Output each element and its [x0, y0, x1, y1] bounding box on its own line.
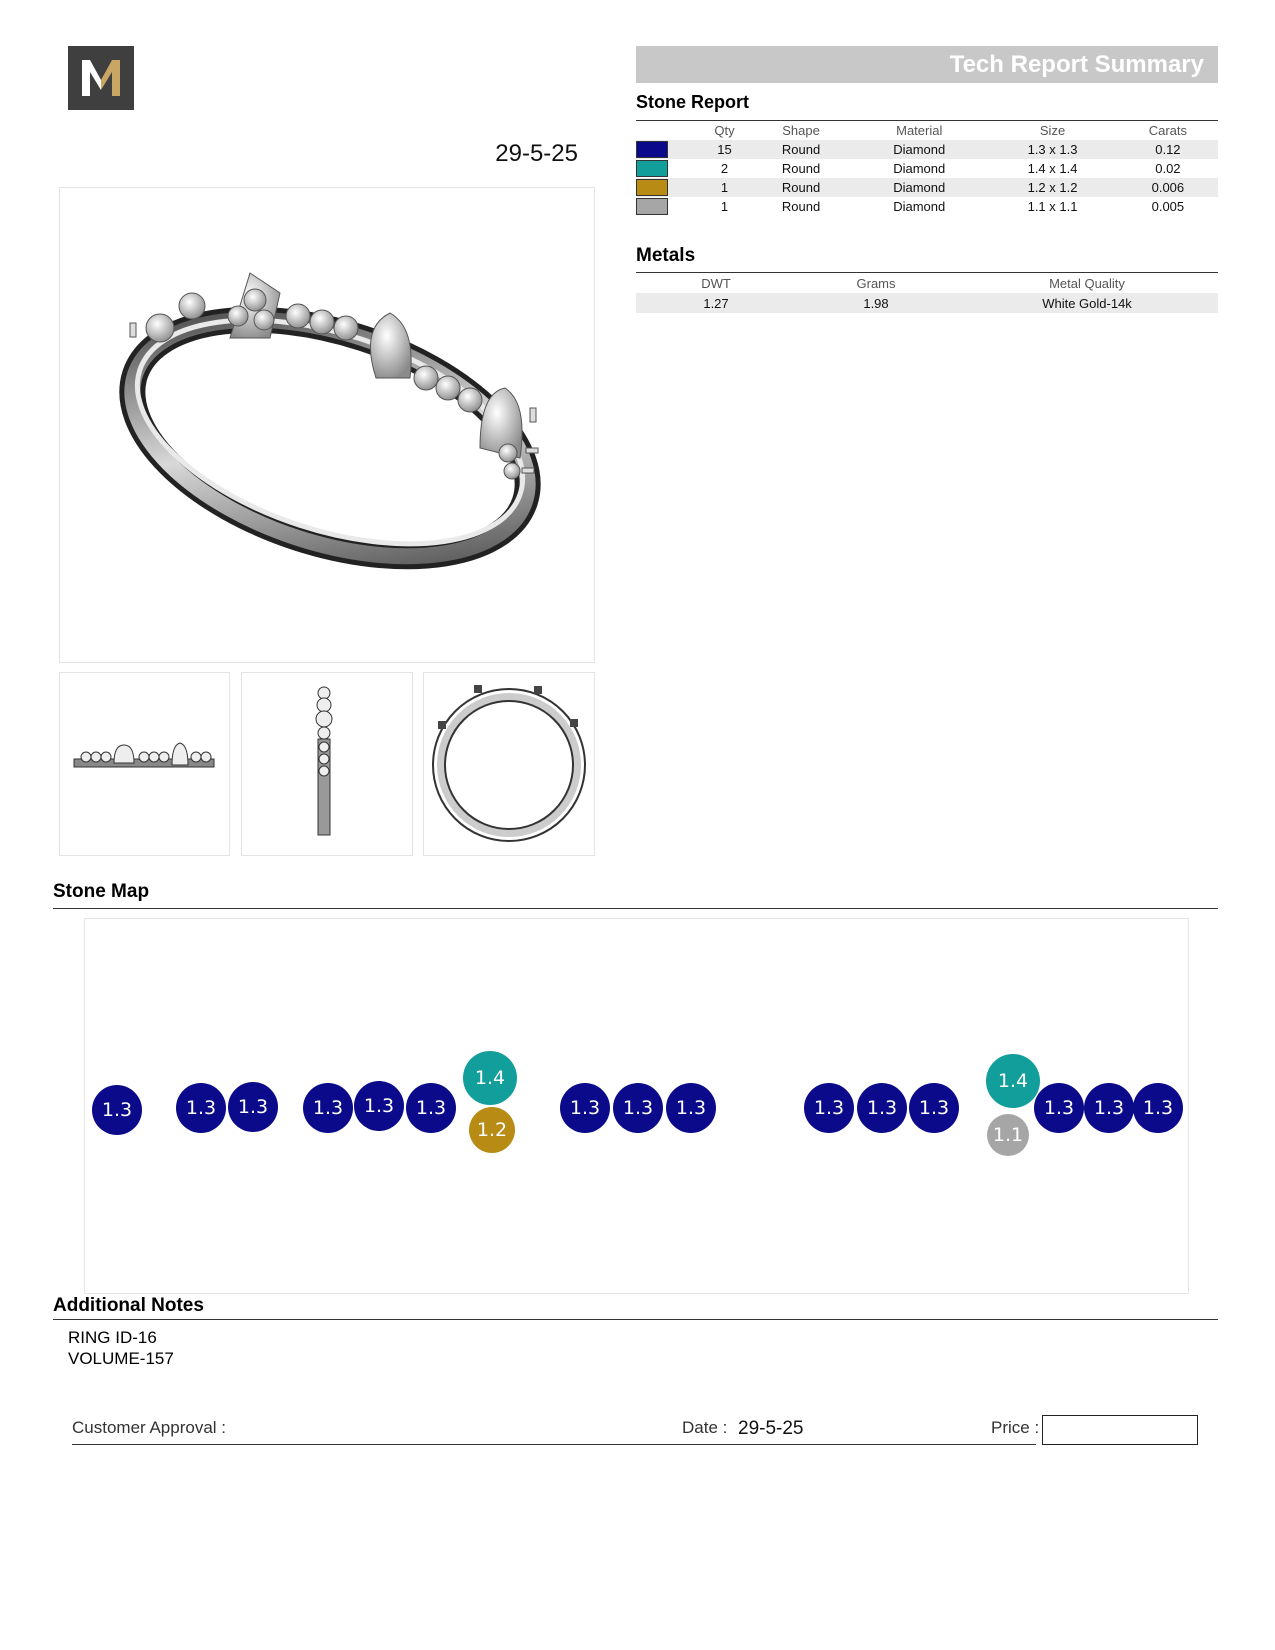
stone-size-label: 1.3 [101, 1099, 133, 1121]
stone-size-label: 1.3 [813, 1097, 845, 1119]
column-header-shape: Shape [782, 123, 820, 138]
dwt-cell: 1.27 [636, 293, 796, 313]
stone-map-panel [84, 918, 1189, 1294]
stone-marker [986, 1054, 1040, 1108]
stone-marker [909, 1083, 959, 1133]
qty-cell: 15 [717, 142, 732, 157]
column-header-size: Size [1039, 123, 1066, 138]
stone-size-label: 1.1 [992, 1124, 1024, 1146]
material-cell: Diamond [893, 142, 946, 157]
stone-marker [303, 1083, 353, 1133]
metals-table [636, 272, 1218, 313]
carats-cell: 0.12 [1155, 142, 1181, 157]
stone-marker [1133, 1083, 1183, 1133]
stone-marker [666, 1083, 716, 1133]
stone-size-label: 1.2 [476, 1119, 508, 1141]
ring-front-view [59, 672, 230, 856]
carats-cell: 0.02 [1155, 161, 1181, 176]
metals-heading: Metals [636, 245, 696, 266]
customer-approval-label: Customer Approval : [72, 1418, 227, 1437]
stone-size-label: 1.3 [1142, 1097, 1174, 1119]
stone-size-label: 1.4 [474, 1067, 506, 1089]
color-swatch [636, 179, 668, 196]
color-swatch-cell [636, 140, 698, 159]
stone-size-label: 1.3 [415, 1097, 447, 1119]
carats-cell: 0.005 [1151, 199, 1185, 214]
table-row [636, 178, 1218, 197]
size-cell: 1.4 x 1.4 [1027, 161, 1078, 176]
stone-marker [354, 1081, 404, 1131]
stone-size-label: 1.3 [237, 1096, 269, 1118]
qty-cell: 1 [720, 180, 729, 195]
color-swatch [636, 141, 668, 158]
stone-marker [560, 1083, 610, 1133]
shape-cell: Round [781, 180, 821, 195]
stone-marker [406, 1083, 456, 1133]
note-line: RING ID-16 [68, 1328, 157, 1347]
grams-cell: 1.98 [796, 293, 956, 313]
shape-cell: Round [781, 199, 821, 214]
stone-marker [613, 1083, 663, 1133]
column-header-carats: Carats [1148, 123, 1188, 138]
color-swatch-cell [636, 159, 698, 178]
price-input[interactable] [1042, 1415, 1198, 1445]
ring-side-view [241, 672, 413, 856]
column-header-metal-quality: Metal Quality [1049, 275, 1125, 291]
stone-report-heading: Stone Report [636, 92, 750, 112]
color-swatch [636, 198, 668, 215]
table-row [636, 197, 1218, 216]
divider [53, 1319, 1218, 1320]
color-column-header [636, 121, 698, 141]
stone-size-label: 1.3 [918, 1097, 950, 1119]
table-header-row [636, 121, 1218, 141]
stone-size-label: 1.4 [997, 1070, 1029, 1092]
size-cell: 1.3 x 1.3 [1027, 142, 1078, 157]
ring-perspective-render [59, 187, 595, 663]
stone-size-label: 1.3 [622, 1097, 654, 1119]
stone-marker [463, 1051, 517, 1105]
material-cell: Diamond [893, 180, 946, 195]
stone-marker [987, 1114, 1029, 1156]
stone-marker [804, 1083, 854, 1133]
report-header-bar [636, 46, 1218, 83]
table-header-row [636, 273, 1218, 294]
company-logo [68, 46, 134, 110]
color-swatch-cell [636, 178, 698, 197]
material-cell: Diamond [893, 199, 946, 214]
column-header-grams: Grams [856, 275, 896, 291]
divider [53, 908, 1218, 909]
stone-size-label: 1.3 [312, 1097, 344, 1119]
stone-size-label: 1.3 [675, 1097, 707, 1119]
qty-cell: 2 [720, 161, 729, 176]
color-swatch [636, 160, 668, 177]
shape-cell: Round [781, 161, 821, 176]
column-header-material: Material [896, 123, 943, 138]
stone-marker [176, 1083, 226, 1133]
stone-map-diagram [85, 919, 1188, 1293]
signature-line [72, 1444, 1036, 1445]
size-cell: 1.2 x 1.2 [1027, 180, 1078, 195]
stone-size-label: 1.3 [1043, 1097, 1075, 1119]
stone-size-label: 1.3 [1093, 1097, 1125, 1119]
shape-cell: Round [781, 142, 821, 157]
report-title: Tech Report Summary [949, 51, 1204, 78]
table-row [636, 159, 1218, 178]
carats-cell: 0.006 [1151, 180, 1185, 195]
qty-cell: 1 [720, 199, 729, 214]
table-row [636, 293, 1218, 313]
date-value: 29-5-25 [738, 1418, 804, 1439]
material-cell: Diamond [893, 161, 946, 176]
additional-notes-heading: Additional Notes [53, 1295, 204, 1316]
date-label: Date : [682, 1418, 728, 1437]
stone-marker [1034, 1083, 1084, 1133]
metal-quality-cell: White Gold-14k [956, 293, 1218, 313]
price-label: Price : [991, 1418, 1040, 1437]
stone-size-label: 1.3 [185, 1097, 217, 1119]
table-row [636, 140, 1218, 159]
stone-marker [92, 1085, 142, 1135]
job-date: 29-5-25 [495, 140, 578, 167]
stone-marker [228, 1082, 278, 1132]
stone-size-label: 1.3 [569, 1097, 601, 1119]
size-cell: 1.1 x 1.1 [1027, 199, 1078, 214]
stone-size-label: 1.3 [866, 1097, 898, 1119]
color-swatch-cell [636, 197, 698, 216]
ring-top-view [423, 672, 595, 856]
stone-marker [857, 1083, 907, 1133]
stone-marker [1084, 1083, 1134, 1133]
stone-size-label: 1.3 [363, 1095, 395, 1117]
stone-report-table [636, 120, 1218, 216]
column-header-qty: Qty [714, 123, 735, 138]
stone-map-heading: Stone Map [53, 881, 150, 902]
stone-marker [469, 1107, 515, 1153]
note-line: VOLUME-157 [68, 1349, 174, 1368]
column-header-dwt: DWT [701, 275, 731, 291]
